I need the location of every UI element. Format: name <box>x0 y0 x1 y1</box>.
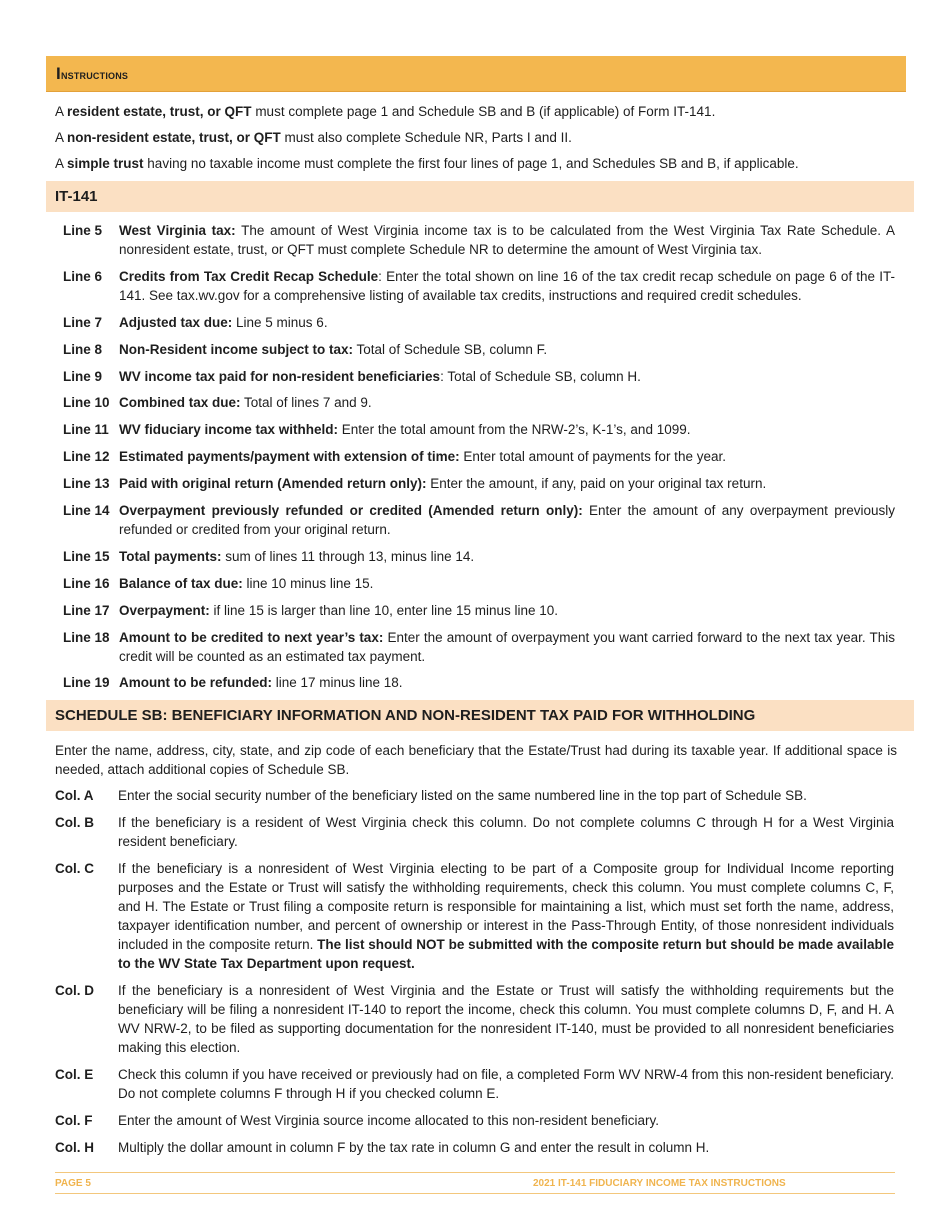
line-description <box>119 340 895 359</box>
line-label: Line 6 <box>63 268 103 284</box>
line-text: if line 15 is larger than line 10, enter line 15 minus line 10. <box>209 602 559 618</box>
line-label: Line 8 <box>63 341 103 357</box>
line-description <box>119 673 895 692</box>
line-title: WV income tax paid for non-resident beneficiaries <box>119 368 441 384</box>
line-title: Balance of tax due: <box>119 575 243 591</box>
column-bold-note: The list should NOT be submitted with the composite return but should be made available to the WV State Tax Department upon request. <box>118 937 894 972</box>
column-text: If the beneficiary is a resident of West Virginia check this column. Do not complete columns C through H for a West Virginia resident beneficiary. <box>118 815 894 850</box>
schedule-sb-heading: SCHEDULE SB: BENEFICIARY INFORMATION AND NON-RESIDENT TAX PAID FOR WITHHOLDING <box>46 700 914 731</box>
line-title: Non-Resident income subject to tax: <box>119 341 354 357</box>
line-label: Line 13 <box>63 476 110 492</box>
line-label: Line 10 <box>63 395 110 411</box>
column-description <box>118 1111 894 1130</box>
line-label: Line 5 <box>63 223 103 238</box>
instructions-title: Instructions <box>56 63 129 83</box>
line-text: Enter the amount of overpayment you want carried forward to the next tax year. This credit will be counted as an estimated tax payment. <box>119 629 895 664</box>
line-description <box>119 393 895 412</box>
line-title: Overpayment: <box>119 602 210 618</box>
column-description <box>118 813 894 851</box>
line-title: Estimated payments/payment with extension of time: <box>119 449 460 465</box>
it141-line-item <box>46 447 906 466</box>
it141-line-list <box>46 221 906 692</box>
line-description <box>119 221 895 259</box>
line-title: Paid with original return (Amended return only): <box>119 476 427 492</box>
line-text: Enter the total amount from the NRW-2’s, K-1’s, and 1099. <box>338 422 691 438</box>
line-text: line 17 minus line 18. <box>271 675 403 691</box>
column-description <box>118 981 894 1057</box>
it141-line-item <box>46 547 906 566</box>
instructions-banner <box>46 56 906 92</box>
line-description <box>119 501 895 539</box>
schedule-sb-column-item <box>46 859 906 973</box>
footer-page-number: PAGE 5 <box>55 1178 91 1189</box>
line-label: Line 16 <box>63 575 110 591</box>
column-text: Multiply the dollar amount in column F by the tax rate in column G and enter the result in column H. <box>118 1139 710 1155</box>
line-description <box>119 628 895 666</box>
intro-nonresident: A non-resident estate, trust, or QFT must also complete Schedule NR, Parts I and II. <box>55 130 572 145</box>
line-label: Line 19 <box>63 675 110 691</box>
line-label: Line 9 <box>63 368 103 384</box>
it141-line-item <box>46 393 906 412</box>
line-description <box>119 313 895 332</box>
line-label: Line 14 <box>63 503 110 519</box>
line-text: Total of Schedule SB, column F. <box>353 341 548 357</box>
line-title: Adjusted tax due: <box>119 314 233 330</box>
column-description <box>118 1138 894 1157</box>
column-description <box>118 859 894 973</box>
it141-line-item <box>46 313 906 332</box>
it141-line-item <box>46 267 906 305</box>
schedule-sb-column-list <box>46 786 906 1156</box>
intro-resident: A resident estate, trust, or QFT must complete page 1 and Schedule SB and B (if applicable) of Form IT-141. <box>55 104 716 119</box>
line-label: Line 17 <box>63 602 110 618</box>
line-text: Enter total amount of payments for the year. <box>459 449 726 465</box>
column-label: Col. H <box>55 1139 94 1155</box>
it141-line-item <box>46 601 906 620</box>
line-title: Overpayment previously refunded or credited (Amended return only): <box>119 503 583 519</box>
line-text: Enter the amount of any overpayment previously refunded or credited from your original return. <box>119 503 895 538</box>
line-description <box>119 474 895 493</box>
line-title: Credits from Tax Credit Recap Schedule <box>119 268 379 284</box>
column-text: If the beneficiary is a nonresident of West Virginia electing to be part of a Composite group for Individual Income reporting purposes and the Estate or Trust will satisfy the withholding requirements, check this column. You must complete columns C, F, and H. The Estate or Trust filing a composite return is responsible for maintaining a list, which must set forth the name, address, taxpayer identification number, and percent of ownership or interest in the Pass-Through Entity, of those nonresident individuals included in the composite return. <box>118 861 894 953</box>
line-description <box>119 420 895 439</box>
line-text: The amount of West Virginia income tax is to be calculated from the West Virginia Tax Rate Schedule. A nonresident estate, trust, or QFT must complete Schedule NR to determine the amount of West Virginia tax. <box>119 223 895 257</box>
line-title: Combined tax due: <box>119 395 241 411</box>
intro-simple-trust: A simple trust having no taxable income must complete the first four lines of page 1, and Schedules SB and B, if applicable. <box>55 156 799 171</box>
it141-line-item <box>46 574 906 593</box>
column-label: Col. A <box>55 788 94 804</box>
it141-line-item <box>46 474 906 493</box>
schedule-sb-column-item <box>46 786 906 805</box>
line-description <box>119 447 895 466</box>
line-title: West Virginia tax: <box>119 223 236 238</box>
footer-document-title: 2021 IT-141 FIDUCIARY INCOME TAX INSTRUCTIONS <box>533 1178 786 1189</box>
line-description <box>119 574 895 593</box>
line-title: WV fiduciary income tax withheld: <box>119 422 339 438</box>
it141-line-item <box>46 420 906 439</box>
it141-heading: IT-141 <box>46 181 914 212</box>
line-text: line 10 minus line 15. <box>242 575 374 591</box>
schedule-sb-column-item <box>46 1138 906 1157</box>
line-text: Enter the amount, if any, paid on your original tax return. <box>426 476 767 492</box>
column-description <box>118 1065 894 1103</box>
schedule-sb-column-item <box>46 1065 906 1103</box>
line-title: Amount to be credited to next year’s tax: <box>119 629 384 645</box>
line-text: : Enter the total shown on line 16 of the tax credit recap schedule on page 6 of the IT-141. See tax.wv.gov for a comprehensive listing of available tax credits, instructions and required credit schedules. <box>119 268 895 303</box>
it141-line-item <box>46 340 906 359</box>
it141-line-item <box>46 501 906 539</box>
line-description <box>119 601 895 620</box>
column-text: Enter the amount of West Virginia source income allocated to this non-resident beneficiary. <box>118 1112 660 1128</box>
page-footer <box>55 1172 895 1194</box>
column-text: If the beneficiary is a nonresident of West Virginia and the Estate or Trust will satisfy the withholding requirements but the beneficiary will be filing a nonresident IT-140 to report the income, check this column. You must complete columns D, F, and H. A WV NRW-2, to be filed as supporting documentation for the nonresident IT-140, must be provided to all nonresident beneficiaries making this election. <box>118 983 894 1056</box>
line-label: Line 7 <box>63 314 103 330</box>
schedule-sb-column-item <box>46 1111 906 1130</box>
column-text: Enter the social security number of the beneficiary listed on the same numbered line in the top part of Schedule SB. <box>118 788 807 804</box>
line-title: Total payments: <box>119 548 222 564</box>
line-description <box>119 367 895 386</box>
line-text: Total of lines 7 and 9. <box>240 395 372 411</box>
schedule-sb-intro: Enter the name, address, city, state, and zip code of each beneficiary that the Estate/Trust had during its taxable year. If additional space is needed, attach additional copies of Schedule SB. <box>55 743 897 778</box>
it141-line-item <box>46 628 906 666</box>
instructions-page <box>46 56 906 1165</box>
line-text: Line 5 minus 6. <box>232 314 328 330</box>
line-label: Line 15 <box>63 548 110 564</box>
column-label: Col. C <box>55 861 94 877</box>
schedule-sb-column-item <box>46 981 906 1057</box>
line-label: Line 11 <box>63 422 109 438</box>
column-label: Col. D <box>55 983 94 999</box>
it141-line-item <box>46 673 906 692</box>
line-label: Line 18 <box>63 629 110 645</box>
line-description <box>119 267 895 305</box>
schedule-sb-column-item <box>46 813 906 851</box>
it141-line-item <box>46 221 906 259</box>
column-label: Col. E <box>55 1066 94 1082</box>
line-description <box>119 547 895 566</box>
line-text: sum of lines 11 through 13, minus line 14. <box>221 548 475 564</box>
it141-line-item <box>46 367 906 386</box>
line-label: Line 12 <box>63 449 110 465</box>
line-text: : Total of Schedule SB, column H. <box>440 368 641 384</box>
column-text: Check this column if you have received or previously had on file, a completed Form WV NRW-4 from this non-resident beneficiary. Do not complete columns F through H if you checked column E. <box>118 1066 894 1101</box>
column-label: Col. F <box>55 1112 93 1128</box>
column-description <box>118 786 894 805</box>
column-label: Col. B <box>55 815 94 831</box>
line-title: Amount to be refunded: <box>119 675 272 691</box>
